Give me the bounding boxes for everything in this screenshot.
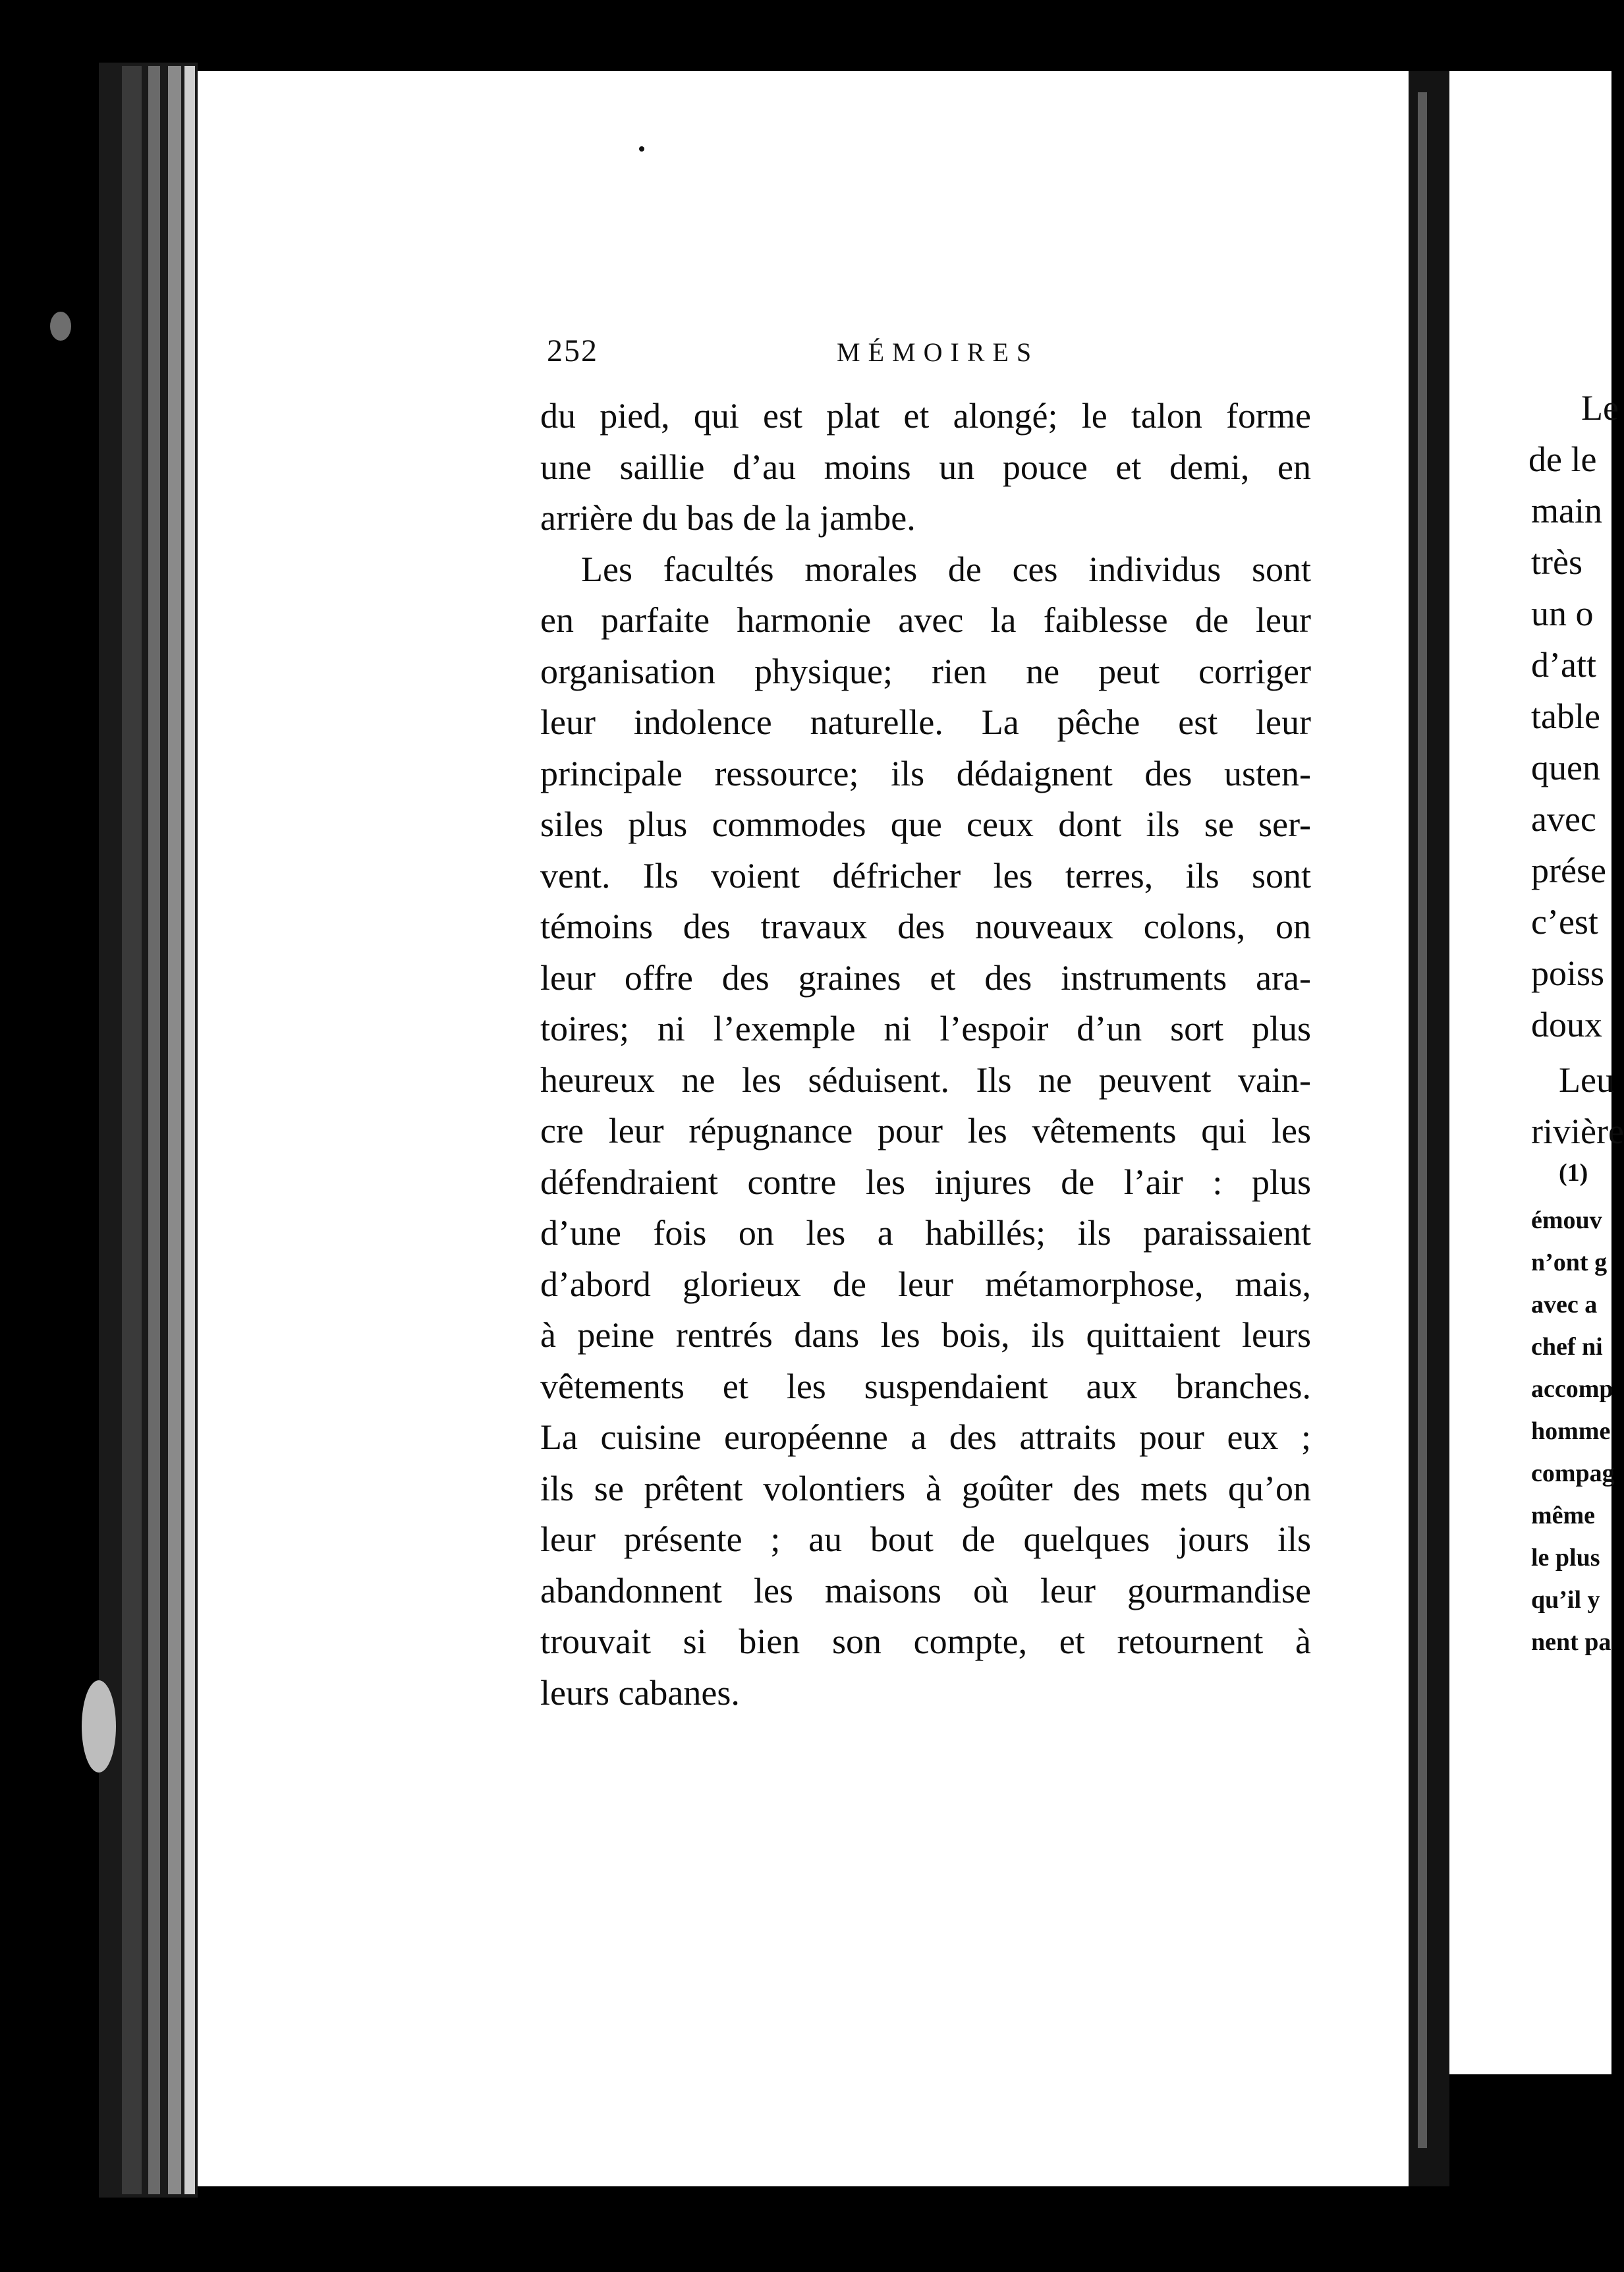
right-footnote-line: même [1531,1502,1596,1529]
right-footnote-line: nent pa [1531,1628,1611,1656]
text-line: leur présente ; au bout de quelques jours ils [540,1519,1311,1559]
right-text-line: un o [1531,594,1594,633]
text-line: abandonnent les maisons où leur gourmandise [540,1570,1311,1610]
text-line: trouvait si bien son compte, et retournent à [540,1622,1311,1661]
page-number: 252 [547,333,598,368]
text-line: La cuisine européenne a des attraits pour eux ; [540,1417,1311,1457]
right-text-line: c’est [1531,902,1598,942]
right-footnote-line: le plus [1531,1544,1600,1572]
right-text-line: poiss [1531,953,1605,993]
right-footnote-line: qu’il y [1531,1586,1600,1614]
text-line: d’abord glorieux de leur métamorphose, mais, [540,1264,1311,1304]
right-text-line: Le [1581,388,1619,428]
right-footnote-line: (1) [1559,1159,1588,1187]
right-text-line: quen [1531,748,1600,787]
right-footnote-line: accomp [1531,1375,1613,1403]
right-footnote-line: compag [1531,1460,1615,1487]
ink-speck [639,146,644,152]
text-line: siles plus commodes que ceux dont ils se ser- [540,805,1311,844]
text-line: une saillie d’au moins un pouce et demi, en [540,447,1311,487]
right-text-line: de le [1528,440,1597,479]
text-line: en parfaite harmonie avec la faiblesse de leur [540,600,1311,640]
right-footnote-line: n’ont g [1531,1249,1608,1276]
right-text-line: main [1531,491,1602,530]
text-line: leurs cabanes. [540,1672,740,1713]
text-line: vent. Ils voient défricher les terres, ils sont [540,855,1311,895]
right-text-line: table [1531,696,1600,736]
text-line: leur offre des graines et des instruments ara- [540,957,1311,998]
right-page-fragment [1449,71,1624,2074]
text-line: arrière du bas de la jambe. [540,498,916,538]
right-footnote-line: avec a [1531,1291,1598,1319]
text-line: organisation physique; rien ne peut corriger [540,651,1311,691]
right-text-line: d’att [1531,645,1596,685]
left-page-body [540,391,1311,1718]
right-footnote-line: émouv [1531,1207,1602,1234]
right-text-line: Leu [1559,1060,1614,1100]
right-footnote-line: chef ni [1531,1333,1603,1361]
text-line: leur indolence naturelle. La pêche est leur [540,702,1311,742]
right-text-line: doux [1531,1005,1602,1044]
right-text-line: prése [1531,851,1606,890]
text-line: défendraient contre les injures de l’air : plus [540,1162,1311,1202]
text-line: ils se prêtent volontiers à goûter des mets qu’on [540,1468,1311,1508]
text-line: témoins des travaux des nouveaux colons, on [540,907,1311,946]
text-line: Les facultés morales de ces individus sont [581,549,1311,589]
text-line: toires; ni l’exemple ni l’espoir d’un sort plus [540,1009,1311,1048]
text-line: d’une fois on les a habillés; ils paraissaient [540,1213,1311,1253]
text-line: heureux ne les séduisent. Ils ne peuvent vain- [540,1060,1311,1100]
text-line: principale ressource; ils dédaignent des usten- [540,753,1311,793]
running-head [547,333,1311,379]
right-footnote-line: homme [1531,1417,1611,1445]
right-text-line: très [1531,542,1582,582]
text-line: du pied, qui est plat et alongé; le talon forme [540,396,1311,436]
right-text-line: rivière [1531,1112,1624,1151]
text-line: vêtements et les suspendaient aux branches. [540,1366,1311,1406]
text-line: cre leur répugnance pour les vêtements qui les [540,1111,1311,1150]
running-head-title: MÉMOIRES [837,337,1040,367]
right-text-line: avec [1531,799,1596,839]
text-line: à peine rentrés dans les bois, ils quittaient leurs [540,1315,1311,1355]
